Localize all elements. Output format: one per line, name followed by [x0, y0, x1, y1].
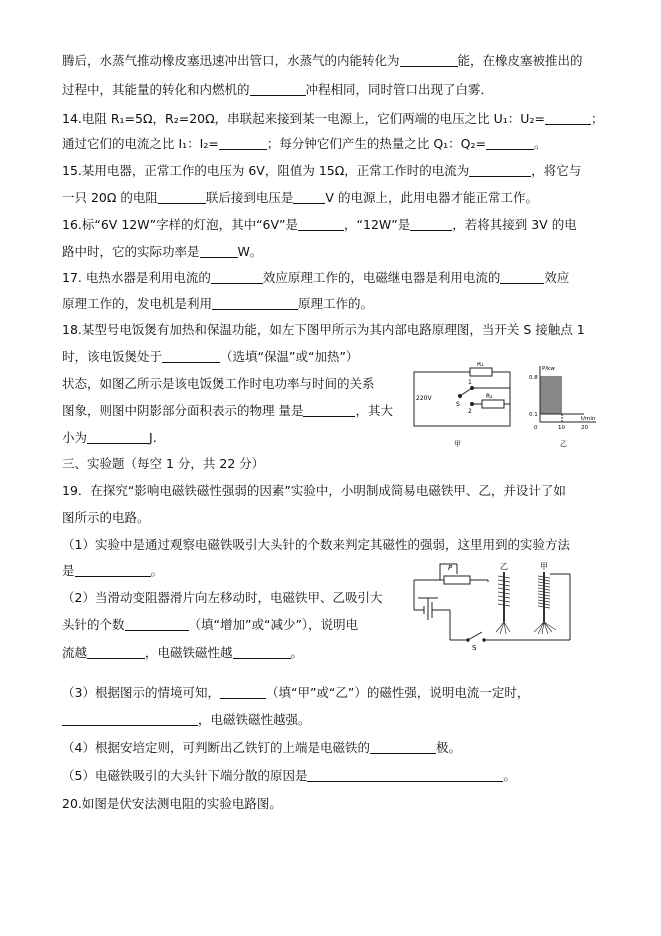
- text: 20.如图是伏安法测电阻的实验电路图。: [62, 796, 282, 811]
- text: 效应: [544, 270, 570, 285]
- question-14-line-1: [62, 111, 603, 127]
- label-yi: 乙: [500, 562, 508, 571]
- x-tick-20: 20: [581, 425, 588, 431]
- text: 冲程相同，同时管口出现了白雾．: [305, 82, 494, 97]
- text-line: [62, 53, 583, 69]
- answer-blank[interactable]: [212, 296, 298, 310]
- question-16-line-1: [62, 217, 577, 233]
- text: （4）根据安培定则，可判断出乙铁钉的上端是电磁铁的: [62, 740, 370, 755]
- text: ，电磁铁磁性越: [145, 645, 233, 660]
- rheostat: [444, 576, 470, 584]
- question-19-line-5: [62, 590, 382, 606]
- answer-blank[interactable]: [220, 685, 266, 699]
- text: 流越: [62, 645, 88, 660]
- text: 原理工作的，发电机是利用: [62, 296, 213, 311]
- answer-blank[interactable]: [200, 244, 238, 258]
- text: 过程中，其能量的转化和内燃机的: [62, 82, 250, 97]
- answer-blank[interactable]: [87, 645, 145, 659]
- question-14-line-2: [62, 136, 547, 152]
- text: 图所示的电路。: [62, 510, 150, 525]
- question-15-line-2: [62, 190, 538, 206]
- answer-blank[interactable]: [298, 217, 344, 231]
- text: 联后接到电压是: [205, 190, 294, 205]
- text: （3）根据图示的情境可知，: [62, 685, 220, 700]
- text: 。: [503, 768, 516, 783]
- question-19-line-4: [62, 563, 163, 579]
- text: 通过它们的电流之比 I₁：I₂=: [62, 136, 219, 151]
- text: 。: [290, 645, 304, 660]
- question-17-line-2: [62, 296, 373, 312]
- question-18-line-4: [62, 403, 393, 419]
- text: ，其大: [355, 403, 393, 418]
- answer-blank[interactable]: [211, 270, 263, 284]
- section-title: 三、实验题（每空 1 分，共 22 分）: [62, 456, 265, 471]
- text: 原理工作的。: [298, 296, 374, 311]
- text: 效应原理工作的，电磁继电器是利用电流的: [262, 270, 501, 285]
- answer-blank[interactable]: [75, 563, 151, 577]
- answer-blank[interactable]: [158, 190, 206, 204]
- figure-18: [400, 362, 600, 452]
- text: 14.电阻 R₁=5Ω，R₂=20Ω，串联起来接到某一电源上，它们两端的电压之比 U₁：U₂=: [62, 111, 545, 126]
- text: 18.某型号电饭煲有加热和保温功能，如左下图甲所示为其内部电路原理图，当开关 S 接触点 1: [62, 322, 585, 337]
- question-19-line-10: [62, 740, 461, 756]
- text: ，电磁铁磁性越强。: [198, 712, 311, 727]
- switch-label: S: [456, 401, 460, 408]
- question-20: [62, 796, 282, 812]
- text: 。: [534, 136, 547, 151]
- text: W。: [237, 244, 263, 259]
- text: （选填“保温”或“加热”）: [220, 349, 359, 364]
- text: （1）实验中是通过观察电磁铁吸引大头针的个数来判定其磁性的强弱，这里用到的实验方法: [62, 537, 570, 552]
- text: （填“甲”或“乙”）的磁性强，说明电流一定时，: [265, 685, 530, 700]
- question-19-line-7: [62, 645, 303, 661]
- electromagnet-yi: [496, 572, 510, 634]
- rheostat-p-label: P: [448, 564, 453, 572]
- text: 极。: [435, 740, 461, 755]
- text: ，若将其接到 3V 的电: [452, 217, 577, 232]
- answer-blank[interactable]: [410, 217, 452, 231]
- voltage-label: 220V: [416, 395, 432, 402]
- answer-blank[interactable]: [87, 430, 149, 444]
- answer-blank[interactable]: [545, 111, 591, 125]
- y-tick-08: 0.8: [529, 375, 538, 381]
- text: 路中时，它的实际功率是: [62, 244, 200, 259]
- label-jia: 甲: [540, 562, 548, 571]
- answer-blank[interactable]: [500, 270, 544, 284]
- answer-blank[interactable]: [125, 617, 189, 631]
- text: ，“12W”是: [344, 217, 411, 232]
- caption-jia: 甲: [454, 440, 461, 448]
- contact-1-label: 1: [468, 379, 472, 386]
- text: 腾后，水蒸气推动橡皮塞迅速冲出管口，水蒸气的内能转化为: [62, 53, 400, 68]
- figure-19: [410, 560, 580, 660]
- text: ，将它与: [531, 163, 582, 178]
- answer-blank[interactable]: [219, 136, 267, 150]
- question-18-line-2: [62, 349, 358, 365]
- y-axis-label: P/kw: [542, 366, 555, 372]
- x-tick-10: 10: [558, 425, 565, 431]
- question-19-line-9: [62, 712, 311, 728]
- answer-blank[interactable]: [303, 403, 355, 417]
- answer-blank[interactable]: [62, 712, 198, 726]
- y-tick-01: 0.1: [529, 412, 538, 418]
- x-tick-0: 0: [534, 425, 538, 431]
- answer-blank[interactable]: [162, 349, 220, 363]
- question-18-line-3: [62, 376, 375, 392]
- text: 15.某用电器，正常工作的电压为 6V，阻值为 15Ω，正常工作时的电流为: [62, 163, 470, 178]
- answer-blank[interactable]: [486, 136, 534, 150]
- question-18-line-1: [62, 322, 585, 338]
- question-16-line-2: [62, 244, 262, 260]
- x-axis-label: t/min: [581, 416, 596, 422]
- answer-blank[interactable]: [307, 768, 503, 782]
- text: V 的电源上，此用电器才能正常工作。: [325, 190, 538, 205]
- switch-s-label: S: [472, 644, 477, 652]
- text: 状态，如图乙所示是该电饭煲工作时电功率与时间的关系: [62, 376, 375, 391]
- section-heading: [62, 456, 264, 472]
- question-19-line-8: [62, 685, 529, 701]
- question-19-line-11: [62, 768, 516, 784]
- text: 16.标“6V 12W”字样的灯泡，其中“6V”是: [62, 217, 299, 232]
- text: 图象，则图中阴影部分面积表示的物理 量是: [62, 403, 304, 418]
- question-17-line-1: [62, 270, 569, 286]
- text: 。: [150, 563, 164, 578]
- text: （填“增加”或“减少”），说明电: [188, 617, 359, 632]
- text: 时，该电饭煲处于: [62, 349, 163, 364]
- shaded-area: [540, 376, 562, 414]
- text: 一只 20Ω 的电阻: [62, 190, 158, 205]
- text: J.: [149, 430, 157, 445]
- answer-blank[interactable]: [469, 163, 531, 177]
- text: ；每分钟它们产生的热量之比 Q₁：Q₂=: [266, 136, 486, 151]
- power-time-graph: [540, 366, 596, 422]
- text: 17. 电热水器是利用电流的: [62, 270, 211, 285]
- resistor-r2: [482, 400, 504, 408]
- text: ；: [590, 111, 604, 126]
- text: 能，在橡皮塞被推出的: [457, 53, 583, 68]
- question-15-line-1: [62, 163, 581, 179]
- text: 是: [62, 563, 75, 578]
- answer-blank[interactable]: [250, 82, 306, 96]
- question-18-line-5: [62, 430, 157, 446]
- text: 头针的个数: [62, 617, 125, 632]
- question-19-line-6: [62, 617, 358, 633]
- answer-blank[interactable]: [400, 53, 458, 67]
- question-19-line-2: [62, 510, 150, 526]
- text: （5）电磁铁吸引的大头针下端分散的原因是: [62, 768, 308, 783]
- r2-label: R₂: [486, 393, 493, 400]
- answer-blank[interactable]: [370, 740, 436, 754]
- text: 小为: [62, 430, 88, 445]
- contact-2-label: 2: [468, 408, 472, 415]
- question-19-line-1: [62, 483, 566, 499]
- r1-label: R₁: [477, 362, 484, 368]
- text-line: [62, 82, 493, 98]
- answer-blank[interactable]: [233, 645, 291, 659]
- caption-yi: 乙: [560, 440, 567, 448]
- question-19-line-3: [62, 537, 570, 553]
- electromagnet-jia: [534, 572, 556, 634]
- text: 19．在探究“影响电磁铁磁性强弱的因素”实验中，小明制成简易电磁铁甲、乙，并设计了如: [62, 483, 566, 498]
- text: （2）当滑动变阻器滑片向左移动时，电磁铁甲、乙吸引大: [62, 590, 383, 605]
- answer-blank[interactable]: [293, 190, 325, 204]
